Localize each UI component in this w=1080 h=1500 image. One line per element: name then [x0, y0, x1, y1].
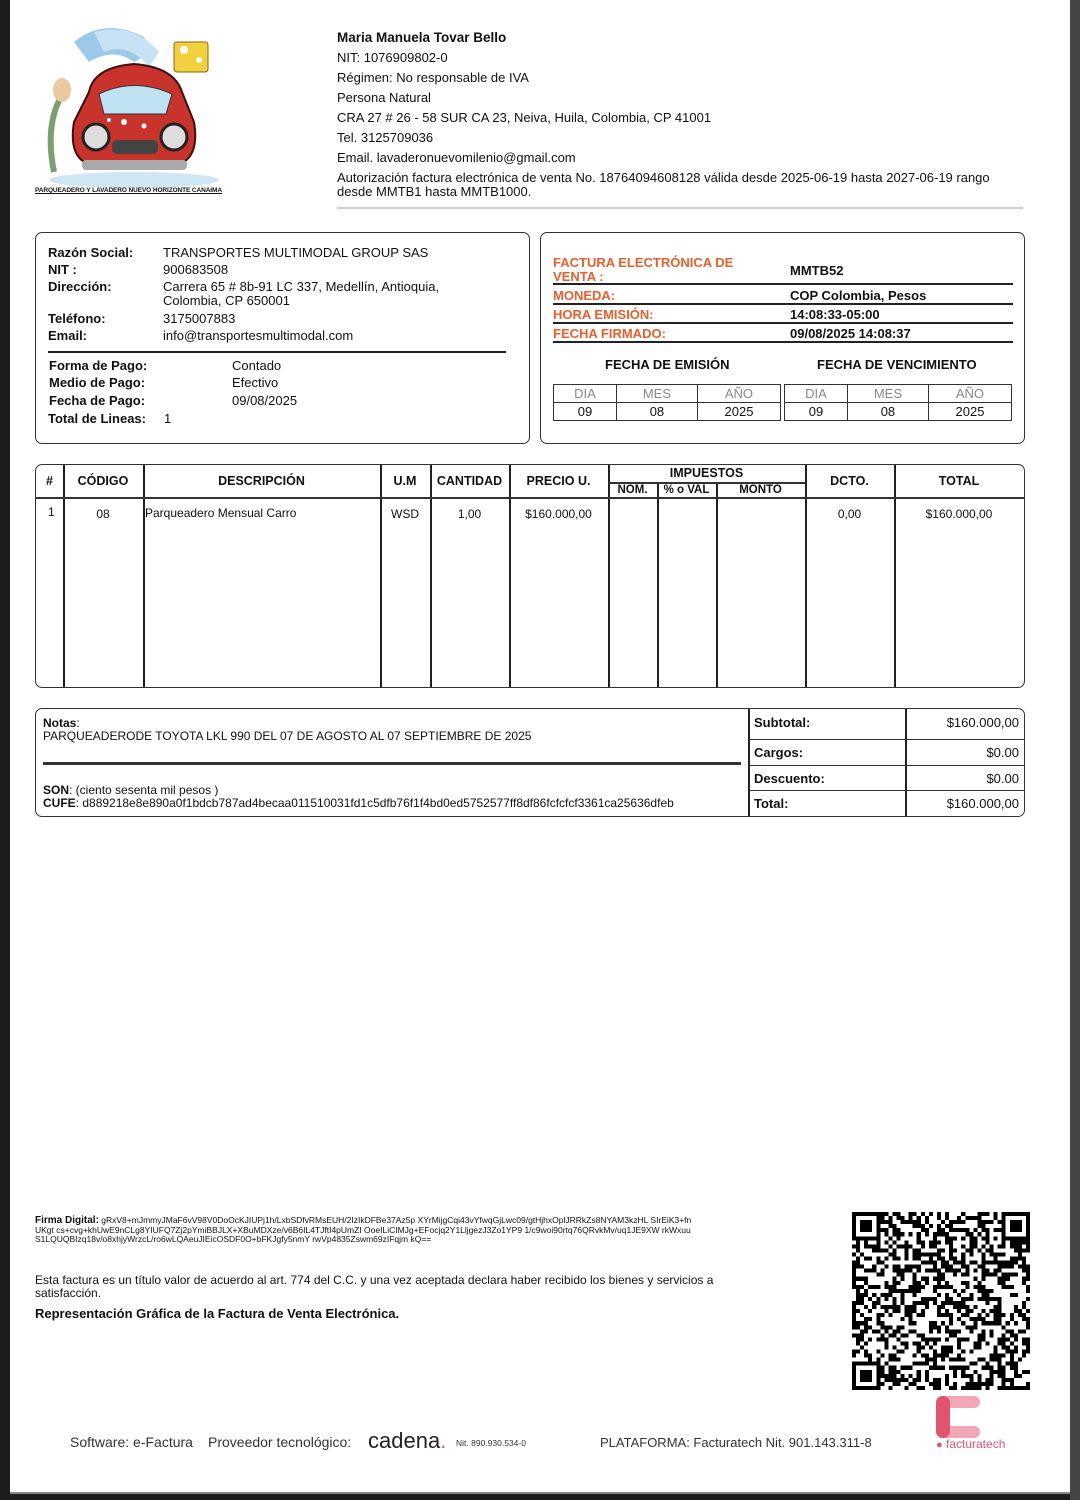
cargos-label: Cargos: [754, 745, 804, 760]
footer-platform: PLATAFORMA: Facturatech Nit. 901.143.311-8 [600, 1435, 872, 1450]
logo-caption: PARQUEADERO Y LAVADERO NUEVO HORIZONTE CANAIMA [35, 187, 222, 194]
subtotal-row [750, 710, 1025, 736]
emision-title: FECHA DE EMISIÓN [605, 357, 730, 372]
representation-text: Representación Gráfica de la Factura de Venta Electrónica. [35, 1306, 400, 1321]
invoice-number: MMTB52 [790, 263, 844, 278]
fecha-pago-value: 09/08/2025 [232, 393, 298, 408]
emision-date-table [553, 384, 781, 421]
row-codigo: 08 [96, 507, 110, 521]
son-value: : (ciento sesenta mil pesos ) [69, 783, 219, 797]
email-value: info@transportesmultimodal.com [163, 328, 354, 343]
car-wash-logo-icon [34, 22, 234, 198]
row-cantidad: 1,00 [457, 507, 482, 521]
client-box [35, 232, 530, 444]
tel-label: Teléfono: [48, 311, 106, 326]
col-codigo-header: CÓDIGO [77, 474, 129, 488]
son-label: SON [43, 783, 70, 797]
firmado-value: 09/08/2025 14:08:37 [790, 326, 911, 341]
forma-value: Contado [232, 358, 282, 373]
cargos-value: $0.00 [986, 745, 1019, 760]
issuer-persona: Persona Natural [337, 90, 431, 105]
total-label: Total: [754, 796, 789, 811]
firmado-row [553, 326, 1013, 343]
dir-value-1: Carrera 65 # 8b-91 LC 337, Medellín, Antioquia, [163, 279, 440, 294]
footer-provider-label: Proveedor tecnológico: [208, 1434, 352, 1450]
lineas-value: 1 [164, 411, 172, 426]
invoice-number-row [553, 255, 1013, 285]
row-dcto: 0,00 [837, 507, 862, 521]
col-pct-header: % o VAL [663, 484, 710, 496]
cadena-logo: cadena. [368, 1428, 447, 1453]
razon-label: Razón Social: [48, 245, 134, 260]
items-table [35, 464, 1025, 688]
total-row [750, 790, 1025, 816]
notes-totals-box: Notas: PARQUEADERODE TOYOTA LKL 990 DEL 07 DE AGOSTO AL 07 SEPTIEMBRE DE 2025 SON: (ciento sesenta mil pesos ) CUFE: d889218e8e890a0f1bdcb787ad4becaa011510031fd1c5dfb76f1f4bd0ed5752577ff8df86fcfcfcf3361ca25636dfeb Subtotal: $160.000,00 Cargos: $0.00 Descuento: $0.00 Total: $160.000,00 [35, 708, 1025, 817]
legal-text: Esta factura es un título valor de acuerdo al art. 774 del C.C. y una vez aceptada declara haber recibido los bienes y servicios a satisfacción. [35, 1273, 714, 1300]
hora-row [553, 307, 1013, 324]
dir-value-2: Colombia, CP 650001 [163, 293, 290, 308]
viewer-scrollbar[interactable] [1070, 0, 1080, 1500]
col-impuestos-header: IMPUESTOS [669, 466, 744, 480]
subtotal-value: $160.000,00 [946, 715, 1019, 730]
row-um: WSD [391, 507, 419, 521]
provider-name: cadena [368, 1428, 441, 1453]
footer-software: Software: e-Factura [70, 1434, 193, 1450]
hora-label: HORA EMISIÓN: [553, 307, 654, 322]
descuento-value: $0.00 [986, 771, 1019, 786]
issuer-block [337, 28, 1027, 199]
emision-mes: 08 [616, 403, 697, 421]
row-num: 1 [48, 505, 55, 519]
issuer-authorization: Autorización factura electrónica de venta No. 18764094608128 válida desde 2025-06-19 hasta 2027-06-19 rango desde MMTB1 hasta MMTB1000. [337, 170, 990, 199]
issuer-nit: NIT: 1076909802-0 [337, 50, 448, 65]
medio-label: Medio de Pago: [49, 375, 146, 390]
header-divider [337, 207, 1023, 209]
ano-header: AÑO [697, 385, 780, 403]
nit-label: NIT : [48, 262, 77, 277]
fecha-pago-label: Fecha de Pago: [49, 393, 146, 408]
vencimiento-title: FECHA DE VENCIMIENTO [817, 357, 977, 372]
facturatech-brand: ● facturatech [936, 1437, 1006, 1451]
qr-code-icon[interactable] [852, 1212, 1030, 1390]
issuer-email: Email. lavaderonuevomilenio@gmail.com [337, 150, 576, 165]
hora-value: 14:08:33-05:00 [790, 307, 880, 322]
emision-dia: 09 [554, 403, 617, 421]
total-value: $160.000,00 [946, 796, 1019, 811]
vencimiento-date-table [784, 384, 1012, 421]
invoice-type-label-2: VENTA : [553, 269, 604, 284]
provider-nit: Nit. 890.930.534-0 [456, 1438, 526, 1448]
venc-mes: 08 [847, 403, 928, 421]
signature-label: Firma Digital: [35, 1215, 99, 1226]
firmado-label: FECHA FIRMADO: [553, 326, 666, 341]
razon-value: TRANSPORTES MULTIMODAL GROUP SAS [163, 245, 429, 260]
col-cantidad-header: CANTIDAD [436, 474, 503, 488]
digital-signature [35, 1216, 695, 1245]
mes-header: MES [616, 385, 697, 403]
emision-ano: 2025 [697, 403, 780, 421]
invoice-info-box [540, 232, 1025, 444]
row-descripcion: Parqueadero Mensual Carro [145, 506, 297, 520]
row-total: $160.000,00 [925, 507, 993, 521]
subtotal-label: Subtotal: [754, 715, 811, 730]
signature-value: gRxV8+mJmmyJMaF6vV98V0DoOcKJIUPj1h/LxbSDfvRMsEUH/2IzIkDFBe37Az5p XYrMijgCqi43vYfwqGjLwc09/gtHjhxOplJRRkZs8NYAM3kzHL SIrEiK3+fnUKgt cs+cvg+khUwE9nCLg8YIUFQ7Zj2pYmiBBJLX+XBuMDXze/v6B6IL4TJftI4pUmZI OoeILiCIMJg+EFocjq2Y1LljgezJ3Zo1YP9 1/c9woi90rtq76QRvkMv/uq1JE9XW rkWxuuS1LQUQBIzq18v/o8xhjyWrzcL/ro6wLQAeuJIEicOSDF0O+bFKJgfy5nmY rwVp4835Zswm69zIFqjm kQ== [35, 1215, 692, 1244]
dia-header: DIA [554, 385, 617, 403]
tel-value: 3175007883 [163, 311, 236, 326]
moneda-row [553, 287, 1013, 305]
issuer-phone: Tel. 3125709036 [337, 130, 434, 145]
issuer-name: Maria Manuela Tovar Bello [337, 30, 507, 45]
lineas-label: Total de Lineas: [48, 411, 146, 426]
email-label: Email: [48, 328, 88, 343]
venc-dia: 09 [785, 403, 848, 421]
dia-header: DIA [785, 385, 848, 403]
moneda-label: MONEDA: [553, 288, 616, 303]
medio-value: Efectivo [232, 375, 279, 390]
brand-label: facturatech [946, 1437, 1006, 1451]
descuento-row [750, 765, 1025, 791]
issuer-address: CRA 27 # 26 - 58 SUR CA 23, Neiva, Huila, Colombia, CP 41001 [337, 110, 712, 125]
issuer-regimen: Régimen: No responsable de IVA [337, 70, 529, 85]
col-total-header: TOTAL [938, 474, 980, 488]
client-divider [48, 351, 506, 353]
moneda-value: COP Colombia, Pesos [790, 288, 927, 303]
col-dcto-header: DCTO. [830, 474, 869, 488]
mes-header: MES [847, 385, 928, 403]
forma-label: Forma de Pago: [49, 358, 148, 373]
col-precio-header: PRECIO U. [526, 474, 591, 488]
nit-value: 900683508 [163, 262, 229, 277]
facturatech-logo-icon [934, 1396, 984, 1438]
cargos-row [750, 739, 1025, 765]
venc-ano: 2025 [928, 403, 1011, 421]
row-precio: $160.000,00 [525, 507, 592, 521]
col-descripcion-header: DESCRIPCIÓN [218, 474, 305, 488]
notes-text: PARQUEADERODE TOYOTA LKL 990 DEL 07 DE AGOSTO AL 07 SEPTIEMBRE DE 2025 [43, 729, 532, 743]
col-monto-header: MONTO [739, 484, 782, 496]
col-num-header: # [46, 474, 53, 488]
cufe-value: : d889218e8e890a0f1bdcb787ad4becaa011510031fd1c5dfb76f1f4bd0ed5752577ff8df86fcfcfcf3361ca25636dfeb [75, 796, 674, 810]
invoice-type-label-1: FACTURA ELECTRÓNICA DE [553, 255, 734, 270]
col-um-header: U.M [393, 474, 417, 488]
ano-header: AÑO [928, 385, 1011, 403]
notes-label: Notas [43, 716, 77, 730]
cufe-label: CUFE [43, 796, 76, 810]
col-nom-header: NOM. [617, 484, 648, 496]
dir-label: Dirección: [48, 279, 112, 294]
descuento-label: Descuento: [754, 771, 825, 786]
